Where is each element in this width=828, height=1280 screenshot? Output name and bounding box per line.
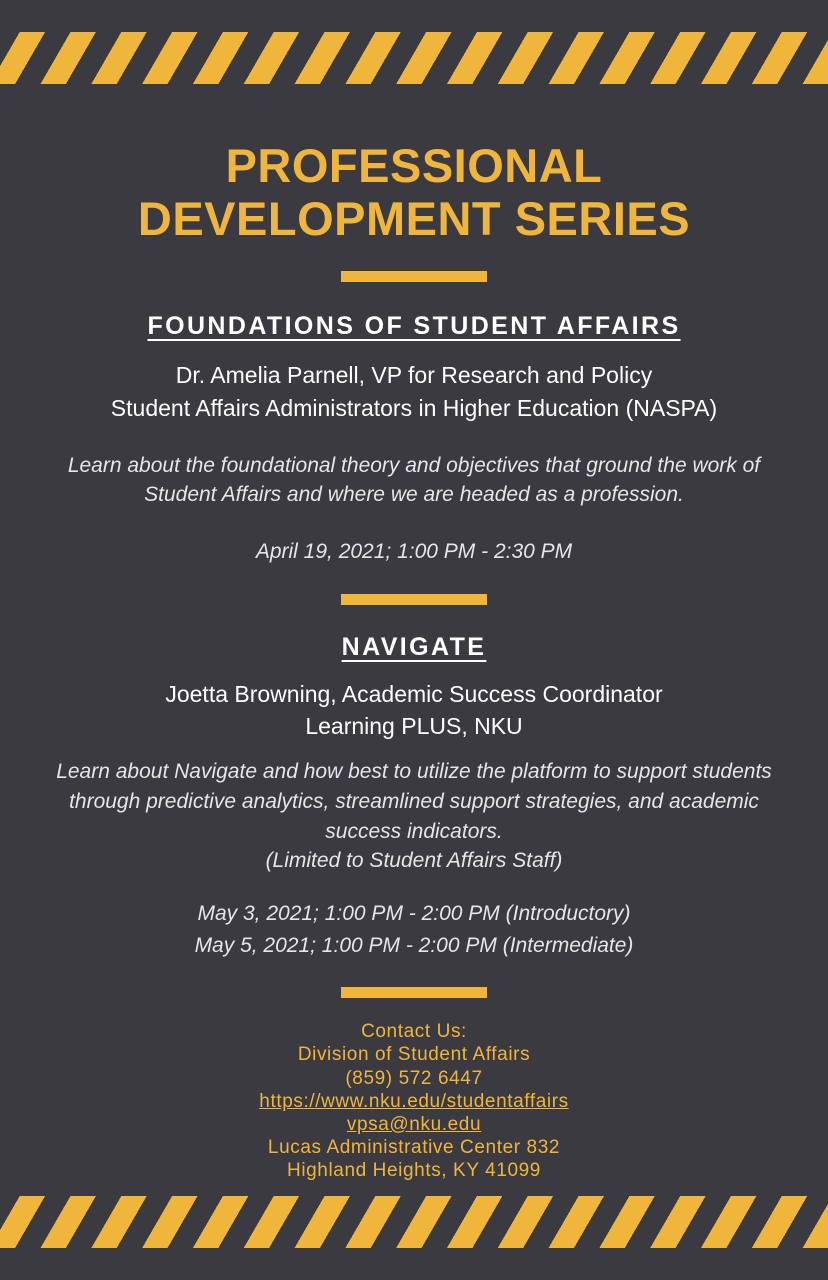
description-note: (Limited to Student Affairs Staff): [265, 849, 563, 873]
contact-block: [259, 1020, 568, 1182]
date-line: May 3, 2021; 1:00 PM - 2:00 PM (Introductory): [197, 902, 631, 926]
bottom-stripe-banner: [0, 1196, 828, 1248]
date-line: May 5, 2021; 1:00 PM - 2:00 PM (Intermediate): [194, 933, 634, 957]
contact-website-link[interactable]: [259, 1090, 568, 1113]
poster-content: [0, 84, 828, 1196]
description-text: Learn about Navigate and how best to utilize the platform to support students through predictive analytics, streamlined support strategies, and academic success indicators.: [56, 760, 772, 843]
divider-1: [341, 271, 487, 282]
presenter-line-1: Dr. Amelia Parnell, VP for Research and Policy: [175, 362, 653, 389]
date-line: April 19, 2021; 1:00 PM - 2:30 PM: [255, 540, 573, 564]
contact-phone: (859) 572 6447: [345, 1067, 483, 1089]
section-description-navigate: [34, 757, 794, 876]
section-presenter-foundations: [111, 359, 717, 424]
contact-address-line-2: Highland Heights, KY 41099: [287, 1160, 541, 1182]
presenter-line-2: Student Affairs Administrators in Higher Education (NASPA): [110, 394, 718, 421]
divider-2: [341, 594, 487, 605]
top-stripe-banner: [0, 32, 828, 84]
section-presenter-navigate: [165, 678, 662, 743]
section-description-foundations: Learn about the foundational theory and objectives that ground the work of Student Affairs and where we are headed as a profession.: [67, 453, 761, 507]
presenter-line-2: Learning PLUS, NKU: [305, 713, 523, 740]
section-dates-navigate: [195, 898, 634, 961]
presenter-line-1: Joetta Browning, Academic Success Coordinator: [165, 680, 663, 707]
contact-label: Contact Us:: [361, 1021, 467, 1043]
section-heading-foundations: FOUNDATIONS OF STUDENT AFFAIRS: [147, 312, 681, 341]
contact-division: Division of Student Affairs: [297, 1044, 531, 1066]
divider-3: [341, 987, 487, 998]
email-anchor[interactable]: vpsa@nku.edu: [346, 1113, 482, 1135]
page-title: [138, 140, 690, 245]
page-title-line-2: DEVELOPMENT SERIES: [137, 191, 691, 245]
page-title-line-1: PROFESSIONAL: [225, 139, 603, 192]
website-anchor[interactable]: https://www.nku.edu/studentaffairs: [259, 1090, 569, 1112]
contact-email-link[interactable]: [259, 1113, 568, 1136]
contact-address-line-1: Lucas Administrative Center 832: [267, 1137, 561, 1159]
section-heading-navigate: NAVIGATE: [341, 632, 487, 661]
section-dates-foundations: [256, 536, 572, 568]
